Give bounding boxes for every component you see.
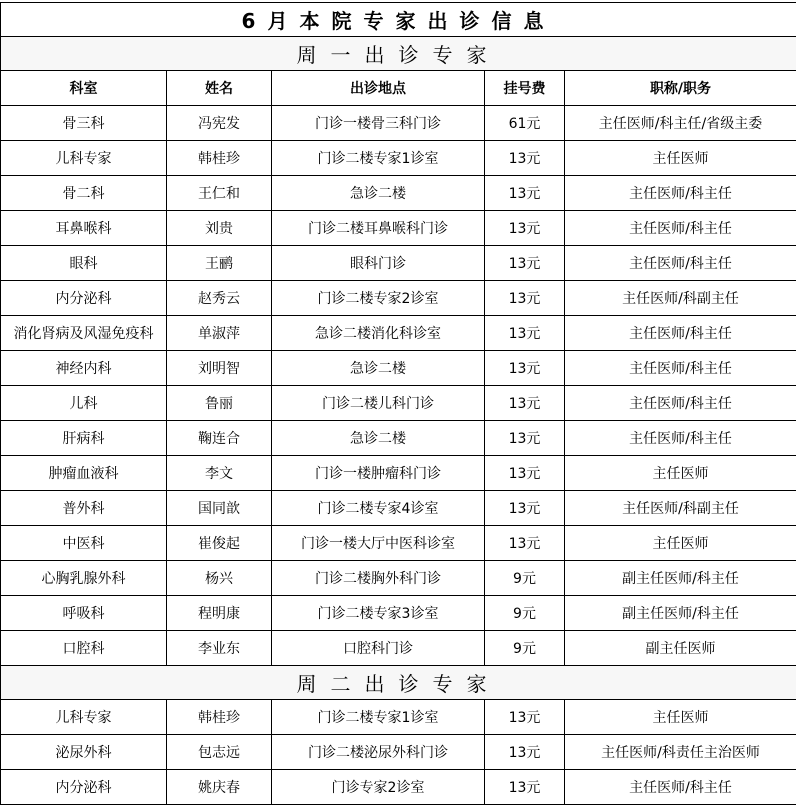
- cell-fee: 13元: [485, 526, 565, 561]
- cell-fee: 13元: [485, 141, 565, 176]
- table-row: [1, 246, 796, 281]
- cell-location: 门诊二楼专家1诊室: [272, 141, 485, 176]
- column-header-location: 出诊地点: [272, 71, 485, 106]
- cell-fee: 13元: [485, 351, 565, 386]
- table-row: [1, 491, 796, 526]
- cell-position: 主任医师/科主任: [565, 316, 796, 351]
- cell-position: 主任医师/科主任: [565, 770, 796, 805]
- cell-position: 主任医师: [565, 700, 796, 735]
- cell-dept: 内分泌科: [1, 281, 167, 316]
- section-heading: 周二出诊专家: [1, 666, 796, 700]
- page-title: 6月本院专家出诊信息: [1, 3, 796, 37]
- schedule-body: [1, 3, 796, 805]
- cell-dept: 口腔科: [1, 631, 167, 666]
- cell-position: 主任医师: [565, 141, 796, 176]
- table-row: [1, 421, 796, 456]
- cell-fee: 13元: [485, 211, 565, 246]
- table-row: [1, 735, 796, 770]
- cell-dept: 骨二科: [1, 176, 167, 211]
- cell-doctor: 韩桂珍: [167, 141, 272, 176]
- section-heading: 周一出诊专家: [1, 37, 796, 71]
- cell-location: 门诊一楼大厅中医科诊室: [272, 526, 485, 561]
- table-row: [1, 456, 796, 491]
- cell-doctor: 韩桂珍: [167, 700, 272, 735]
- cell-location: 门诊一楼肿瘤科门诊: [272, 456, 485, 491]
- cell-dept: 中医科: [1, 526, 167, 561]
- cell-location: 口腔科门诊: [272, 631, 485, 666]
- cell-dept: 儿科专家: [1, 141, 167, 176]
- cell-location: 眼科门诊: [272, 246, 485, 281]
- table-row: [1, 700, 796, 735]
- cell-position: 主任医师/科责任主治医师: [565, 735, 796, 770]
- table-row: [1, 561, 796, 596]
- cell-position: 副主任医师: [565, 631, 796, 666]
- cell-doctor: 鞠连合: [167, 421, 272, 456]
- cell-fee: 9元: [485, 561, 565, 596]
- cell-location: 门诊二楼专家1诊室: [272, 700, 485, 735]
- table-row: [1, 316, 796, 351]
- column-header-dept: 科室: [1, 71, 167, 106]
- cell-location: 门诊二楼专家2诊室: [272, 281, 485, 316]
- cell-doctor: 刘贵: [167, 211, 272, 246]
- cell-position: 副主任医师/科主任: [565, 561, 796, 596]
- column-header-row: [1, 71, 796, 106]
- table-row: [1, 141, 796, 176]
- cell-doctor: 李文: [167, 456, 272, 491]
- cell-doctor: 冯宪发: [167, 106, 272, 141]
- cell-location: 门诊二楼泌尿外科门诊: [272, 735, 485, 770]
- table-row: [1, 386, 796, 421]
- cell-position: 主任医师: [565, 526, 796, 561]
- cell-fee: 61元: [485, 106, 565, 141]
- cell-fee: 13元: [485, 421, 565, 456]
- cell-position: 主任医师: [565, 456, 796, 491]
- cell-fee: 13元: [485, 700, 565, 735]
- cell-fee: 13元: [485, 316, 565, 351]
- cell-position: 主任医师/科主任: [565, 176, 796, 211]
- table-row: [1, 631, 796, 666]
- cell-location: 急诊二楼消化科诊室: [272, 316, 485, 351]
- cell-fee: 9元: [485, 596, 565, 631]
- cell-position: 主任医师/科副主任: [565, 491, 796, 526]
- cell-dept: 普外科: [1, 491, 167, 526]
- table-row: [1, 211, 796, 246]
- cell-location: 门诊二楼儿科门诊: [272, 386, 485, 421]
- column-header-fee: 挂号费: [485, 71, 565, 106]
- cell-dept: 肿瘤血液科: [1, 456, 167, 491]
- cell-doctor: 赵秀云: [167, 281, 272, 316]
- cell-position: 主任医师/科主任: [565, 386, 796, 421]
- table-row: [1, 176, 796, 211]
- cell-dept: 呼吸科: [1, 596, 167, 631]
- table-row: [1, 106, 796, 141]
- schedule-table: [0, 2, 796, 805]
- cell-position: 主任医师/科主任: [565, 211, 796, 246]
- cell-dept: 骨三科: [1, 106, 167, 141]
- cell-position: 主任医师/科主任: [565, 351, 796, 386]
- cell-fee: 13元: [485, 246, 565, 281]
- cell-doctor: 鲁丽: [167, 386, 272, 421]
- cell-doctor: 王鹂: [167, 246, 272, 281]
- cell-dept: 内分泌科: [1, 770, 167, 805]
- cell-fee: 13元: [485, 491, 565, 526]
- cell-doctor: 李业东: [167, 631, 272, 666]
- cell-dept: 神经内科: [1, 351, 167, 386]
- cell-position: 主任医师/科主任: [565, 246, 796, 281]
- cell-location: 门诊一楼骨三科门诊: [272, 106, 485, 141]
- cell-doctor: 王仁和: [167, 176, 272, 211]
- cell-dept: 消化肾病及风湿免疫科: [1, 316, 167, 351]
- cell-fee: 13元: [485, 176, 565, 211]
- cell-fee: 13元: [485, 735, 565, 770]
- cell-position: 副主任医师/科主任: [565, 596, 796, 631]
- cell-doctor: 程明康: [167, 596, 272, 631]
- cell-position: 主任医师/科副主任: [565, 281, 796, 316]
- column-header-position: 职称/职务: [565, 71, 796, 106]
- cell-location: 急诊二楼: [272, 351, 485, 386]
- cell-dept: 儿科专家: [1, 700, 167, 735]
- cell-fee: 9元: [485, 631, 565, 666]
- cell-dept: 泌尿外科: [1, 735, 167, 770]
- cell-location: 门诊专家2诊室: [272, 770, 485, 805]
- cell-location: 门诊二楼专家3诊室: [272, 596, 485, 631]
- cell-dept: 眼科: [1, 246, 167, 281]
- cell-position: 主任医师/科主任/省级主委: [565, 106, 796, 141]
- cell-fee: 13元: [485, 456, 565, 491]
- cell-position: 主任医师/科主任: [565, 421, 796, 456]
- cell-location: 门诊二楼耳鼻喉科门诊: [272, 211, 485, 246]
- table-row: [1, 526, 796, 561]
- cell-fee: 13元: [485, 770, 565, 805]
- cell-doctor: 包志远: [167, 735, 272, 770]
- cell-location: 门诊二楼专家4诊室: [272, 491, 485, 526]
- table-row: [1, 596, 796, 631]
- cell-dept: 儿科: [1, 386, 167, 421]
- cell-doctor: 国同歆: [167, 491, 272, 526]
- cell-location: 门诊二楼胸外科门诊: [272, 561, 485, 596]
- cell-dept: 耳鼻喉科: [1, 211, 167, 246]
- table-row: [1, 351, 796, 386]
- column-header-doctor: 姓名: [167, 71, 272, 106]
- cell-dept: 心胸乳腺外科: [1, 561, 167, 596]
- cell-fee: 13元: [485, 386, 565, 421]
- cell-fee: 13元: [485, 281, 565, 316]
- cell-doctor: 崔俊起: [167, 526, 272, 561]
- cell-doctor: 杨兴: [167, 561, 272, 596]
- section-header-row: [1, 666, 796, 700]
- section-header-row: [1, 37, 796, 71]
- cell-doctor: 刘明智: [167, 351, 272, 386]
- table-row: [1, 770, 796, 805]
- cell-location: 急诊二楼: [272, 176, 485, 211]
- table-row: [1, 281, 796, 316]
- cell-doctor: 单淑萍: [167, 316, 272, 351]
- cell-location: 急诊二楼: [272, 421, 485, 456]
- cell-doctor: 姚庆春: [167, 770, 272, 805]
- cell-dept: 肝病科: [1, 421, 167, 456]
